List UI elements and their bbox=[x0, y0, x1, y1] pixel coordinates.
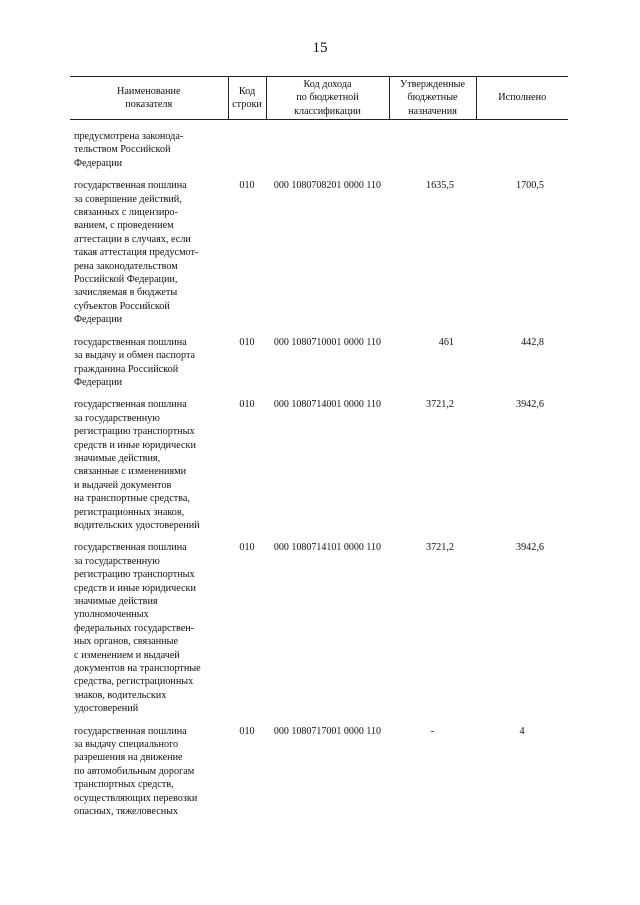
text-line: уполномоченных bbox=[74, 609, 149, 621]
text-line: за выдачу и обмен паспорта bbox=[74, 350, 196, 362]
text-line: Код дохода bbox=[303, 78, 352, 90]
text-line: регистрацию транспортных bbox=[74, 569, 195, 581]
row-line-code: 010 bbox=[239, 336, 255, 348]
text-line: и выдачей документов bbox=[74, 479, 172, 491]
row-executed: 3942,6 bbox=[515, 542, 544, 554]
text-line: назначения bbox=[408, 105, 457, 117]
text-line: за государственную bbox=[74, 555, 160, 567]
header-line-code bbox=[228, 77, 266, 120]
row-income-code: 000 1080708201 0000 110 bbox=[273, 180, 382, 192]
row-approved: - bbox=[430, 725, 435, 737]
table-header-row bbox=[70, 77, 568, 120]
text-line: тельством Российской bbox=[74, 144, 171, 156]
text-line: по автомобильным дорогам bbox=[74, 765, 195, 777]
table-row bbox=[70, 398, 568, 541]
text-line: удостоверений bbox=[74, 703, 139, 715]
text-line: по бюджетной bbox=[296, 92, 359, 104]
text-line: разрешения на движение bbox=[74, 752, 183, 764]
text-line: строки bbox=[232, 99, 262, 110]
text-line: связанных с лицензиро- bbox=[74, 207, 178, 219]
text-line: субъектов Российской bbox=[74, 300, 170, 312]
text-line: гражданина Российской bbox=[74, 363, 179, 375]
page-number: 15 bbox=[312, 40, 328, 56]
text-line: бюджетные bbox=[407, 92, 458, 104]
text-line: Федерации bbox=[74, 314, 123, 326]
row-executed bbox=[476, 120, 568, 180]
text-line: Федерации bbox=[74, 376, 123, 388]
table-row bbox=[70, 541, 568, 724]
text-line: средств и иные юридически bbox=[74, 439, 196, 451]
text-line: такая аттестация предусмот- bbox=[74, 247, 199, 259]
row-name bbox=[70, 398, 228, 541]
text-line: регистрацию транспортных bbox=[74, 426, 195, 438]
row-name bbox=[70, 120, 228, 180]
text-line: регистрационных знаков, bbox=[74, 506, 185, 518]
row-name bbox=[70, 725, 228, 828]
text-line: зачисляемая в бюджеты bbox=[74, 287, 178, 299]
row-name bbox=[70, 336, 228, 399]
text-line: Российской Федерации, bbox=[74, 274, 178, 286]
text-line: государственная пошлина bbox=[74, 725, 187, 737]
text-line: знаков, водительских bbox=[74, 689, 167, 701]
text-line: ванием, с проведением bbox=[74, 220, 174, 232]
budget-table bbox=[70, 76, 568, 828]
table-row bbox=[70, 725, 568, 828]
text-line: за совершение действий, bbox=[74, 193, 182, 205]
text-line: осуществляющих перевозки bbox=[74, 792, 198, 804]
row-line-code: 010 bbox=[239, 399, 255, 411]
header-income-code bbox=[266, 77, 389, 120]
text-line: транспортных средств, bbox=[74, 779, 174, 791]
text-line: водительских удостоверений bbox=[74, 519, 200, 531]
header-name bbox=[70, 77, 228, 120]
row-name bbox=[70, 179, 228, 335]
row-income-code: 000 1080714101 0000 110 bbox=[273, 542, 382, 554]
row-approved bbox=[389, 120, 476, 180]
text-line: Код bbox=[238, 85, 256, 97]
row-name bbox=[70, 541, 228, 724]
text-line: государственная пошлина bbox=[74, 180, 187, 192]
text-line: на транспортные средства, bbox=[74, 493, 190, 505]
header-approved bbox=[389, 77, 476, 120]
table-row bbox=[70, 336, 568, 399]
row-approved: 3721,2 bbox=[425, 542, 454, 554]
text-line: документов на транспортные bbox=[74, 663, 201, 675]
row-executed: 442,8 bbox=[521, 336, 544, 348]
row-executed: 1700,5 bbox=[515, 180, 544, 192]
text-line: государственная пошлина bbox=[74, 336, 187, 348]
text-line: классификации bbox=[294, 105, 361, 117]
row-executed: 3942,6 bbox=[515, 399, 544, 411]
text-line: государственная пошлина bbox=[74, 542, 187, 554]
row-income-code: 000 1080710001 0000 110 bbox=[273, 336, 382, 348]
text-line: с изменением и выдачей bbox=[74, 649, 180, 661]
header-executed bbox=[476, 77, 568, 120]
text-line: опасных, тяжеловесных bbox=[74, 806, 179, 818]
text-line: значимые действия, bbox=[74, 452, 161, 464]
text-line: значимые действия bbox=[74, 596, 158, 607]
row-approved: 461 bbox=[438, 336, 454, 348]
table-row bbox=[70, 120, 568, 180]
text-line: ных органов, связанные bbox=[74, 636, 178, 648]
row-executed: 4 bbox=[519, 725, 525, 737]
text-line: за выдачу специального bbox=[74, 739, 179, 751]
text-line: Федерации bbox=[74, 157, 123, 169]
text-line: предусмотрена законода- bbox=[74, 131, 184, 142]
row-income-code bbox=[266, 120, 389, 180]
row-income-code: 000 1080717001 0000 110 bbox=[273, 725, 382, 737]
row-line-code bbox=[228, 120, 266, 180]
text-line: Исполнено bbox=[498, 92, 547, 104]
table-row bbox=[70, 179, 568, 335]
text-line: за государственную bbox=[74, 412, 160, 424]
text-line: показателя bbox=[125, 99, 173, 110]
text-line: рена законодательством bbox=[74, 260, 178, 272]
text-line: федеральных государствен- bbox=[74, 622, 195, 634]
row-line-code: 010 bbox=[239, 542, 255, 554]
row-approved: 1635,5 bbox=[425, 180, 454, 192]
row-line-code: 010 bbox=[239, 725, 255, 737]
row-income-code: 000 1080714001 0000 110 bbox=[273, 399, 382, 411]
text-line: государственная пошлина bbox=[74, 399, 187, 411]
text-line: средств и иные юридически bbox=[74, 582, 196, 594]
row-approved: 3721,2 bbox=[425, 399, 454, 411]
text-line: Наименование bbox=[117, 85, 181, 97]
row-line-code: 010 bbox=[239, 180, 255, 192]
text-line: аттестации в случаях, если bbox=[74, 233, 191, 245]
text-line: Утвержденные bbox=[399, 78, 466, 90]
text-line: средства, регистрационных bbox=[74, 676, 194, 688]
text-line: связанные с изменениями bbox=[74, 466, 187, 478]
